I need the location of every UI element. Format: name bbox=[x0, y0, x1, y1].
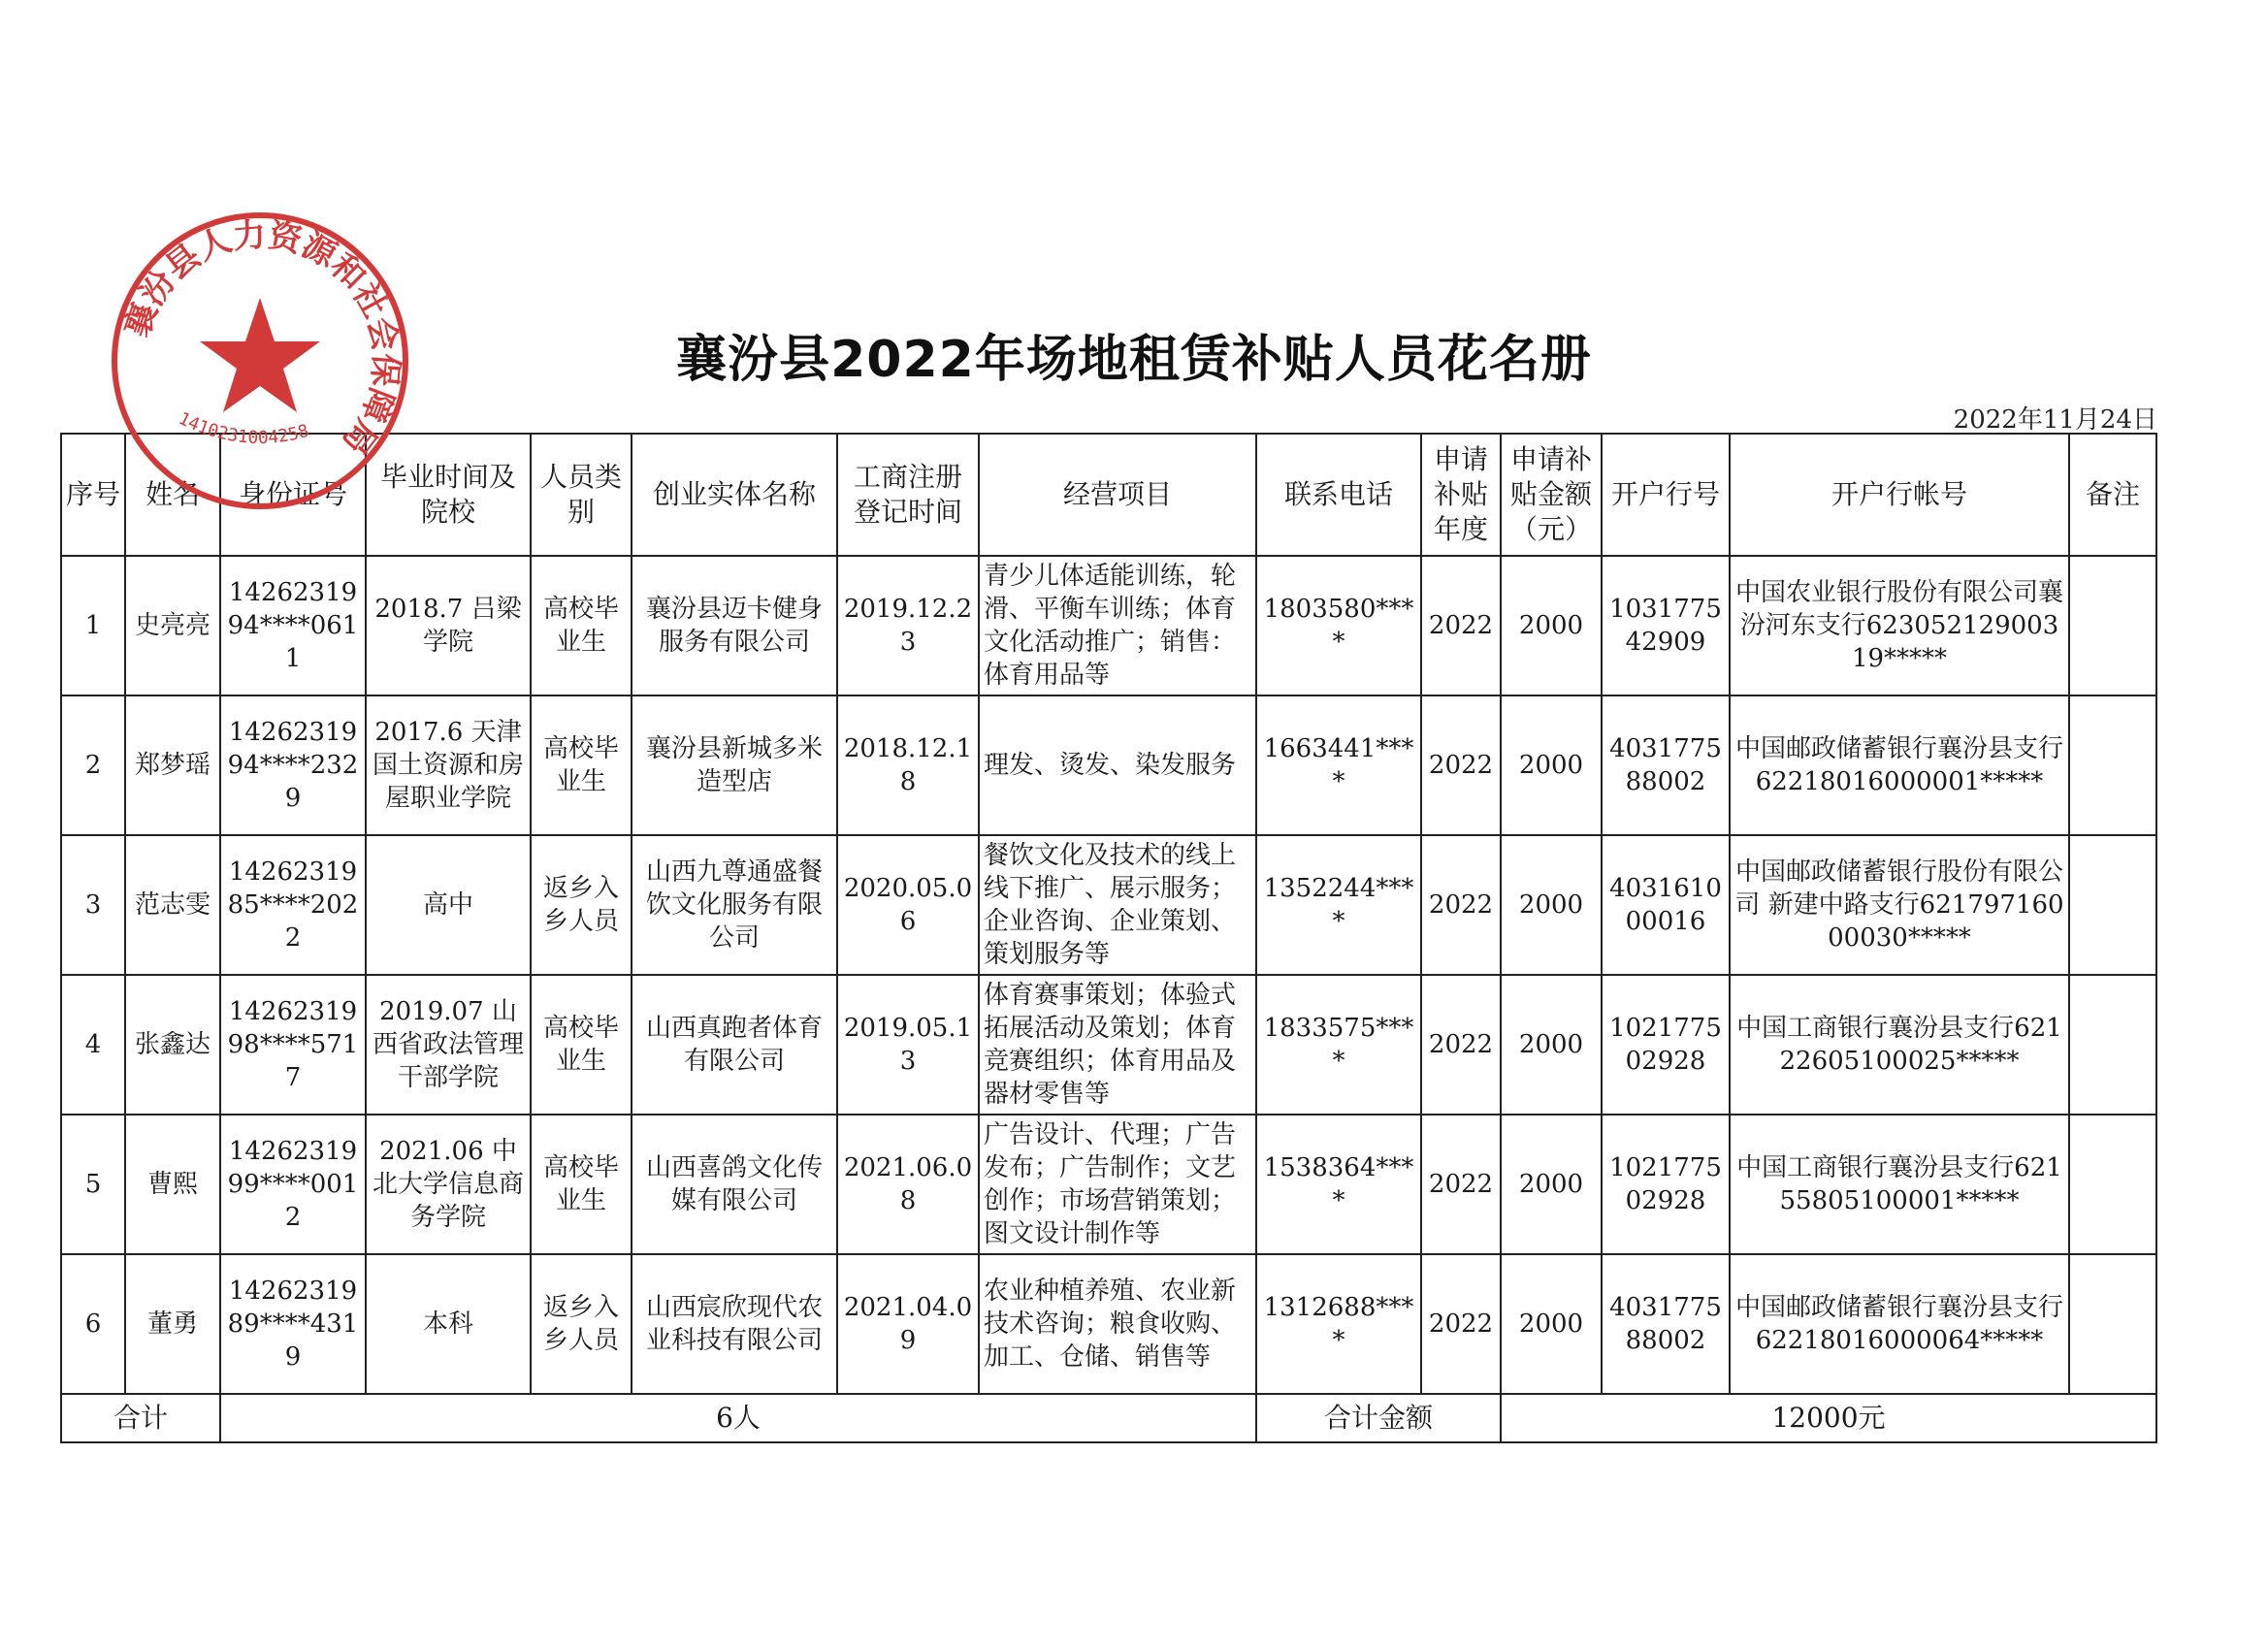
cell-business: 餐饮文化及技术的线上线下推广、展示服务；企业咨询、企业策划、策划服务等 bbox=[979, 835, 1256, 975]
header-row bbox=[61, 434, 2156, 556]
table-row bbox=[61, 556, 2156, 695]
cell-entity: 山西真跑者体育有限公司 bbox=[632, 975, 837, 1115]
cell-reg-date: 2021.04.09 bbox=[837, 1254, 979, 1394]
cell-graduation: 2018.7 吕梁学院 bbox=[366, 556, 531, 695]
table-row bbox=[61, 1115, 2156, 1254]
table-row bbox=[61, 975, 2156, 1115]
cell-business: 理发、烫发、染发服务 bbox=[979, 695, 1256, 835]
cell-bank-code: 103177542909 bbox=[1602, 556, 1730, 695]
cell-bank-account: 中国农业银行股份有限公司襄汾河东支行62305212900319***** bbox=[1730, 556, 2069, 695]
header-remark: 备注 bbox=[2069, 434, 2156, 556]
cell-bank-code: 102177502928 bbox=[1602, 975, 1730, 1115]
cell-seq: 1 bbox=[61, 556, 125, 695]
cell-id-number: 1426231998****5717 bbox=[220, 975, 366, 1115]
cell-category: 高校毕业生 bbox=[531, 695, 632, 835]
cell-amount: 2000 bbox=[1501, 556, 1602, 695]
cell-year: 2022 bbox=[1421, 695, 1501, 835]
cell-phone: 1833575**** bbox=[1256, 975, 1421, 1115]
cell-name: 郑梦瑶 bbox=[125, 695, 220, 835]
cell-id-number: 1426231994****2329 bbox=[220, 695, 366, 835]
cell-remark bbox=[2069, 1115, 2156, 1254]
total-row bbox=[61, 1394, 2156, 1442]
header-name: 姓名 bbox=[125, 434, 220, 556]
cell-seq: 4 bbox=[61, 975, 125, 1115]
total-label: 合计 bbox=[61, 1394, 220, 1442]
cell-bank-code: 102177502928 bbox=[1602, 1115, 1730, 1254]
cell-bank-account: 中国邮政储蓄银行股份有限公司 新建中路支行62179716000030***** bbox=[1730, 835, 2069, 975]
cell-bank-code: 403177588002 bbox=[1602, 1254, 1730, 1394]
cell-amount: 2000 bbox=[1501, 1254, 1602, 1394]
cell-entity: 山西宸欣现代农业科技有限公司 bbox=[632, 1254, 837, 1394]
cell-remark bbox=[2069, 556, 2156, 695]
cell-bank-code: 403161000016 bbox=[1602, 835, 1730, 975]
total-amount-label: 合计金额 bbox=[1256, 1394, 1501, 1442]
cell-category: 返乡入乡人员 bbox=[531, 1254, 632, 1394]
cell-remark bbox=[2069, 835, 2156, 975]
cell-bank-account: 中国工商银行襄汾县支行62155805100001***** bbox=[1730, 1115, 2069, 1254]
cell-year: 2022 bbox=[1421, 1254, 1501, 1394]
table-row bbox=[61, 695, 2156, 835]
cell-remark bbox=[2069, 695, 2156, 835]
cell-id-number: 1426231985****2022 bbox=[220, 835, 366, 975]
header-entity: 创业实体名称 bbox=[632, 434, 837, 556]
cell-bank-account: 中国工商银行襄汾县支行62122605100025***** bbox=[1730, 975, 2069, 1115]
seal-text: 襄汾县人力资源和社会保障局 bbox=[117, 215, 405, 462]
cell-business: 体育赛事策划；体验式拓展活动及策划；体育竞赛组织；体育用品及器材零售等 bbox=[979, 975, 1256, 1115]
header-amount: 申请补贴金额（元） bbox=[1501, 434, 1602, 556]
page-title: 襄汾县2022年场地租赁补贴人员花名册 bbox=[676, 331, 1592, 389]
cell-phone: 1352244**** bbox=[1256, 835, 1421, 975]
cell-id-number: 1426231989****4319 bbox=[220, 1254, 366, 1394]
cell-year: 2022 bbox=[1421, 1115, 1501, 1254]
cell-phone: 1538364**** bbox=[1256, 1115, 1421, 1254]
cell-reg-date: 2019.05.13 bbox=[837, 975, 979, 1115]
cell-amount: 2000 bbox=[1501, 975, 1602, 1115]
cell-business: 农业种植养殖、农业新技术咨询；粮食收购、加工、仓储、销售等 bbox=[979, 1254, 1256, 1394]
header-graduation: 毕业时间及院校 bbox=[366, 434, 531, 556]
cell-seq: 6 bbox=[61, 1254, 125, 1394]
cell-graduation: 高中 bbox=[366, 835, 531, 975]
cell-amount: 2000 bbox=[1501, 695, 1602, 835]
document-date: 2022年11月24日 bbox=[1953, 405, 2157, 435]
cell-year: 2022 bbox=[1421, 835, 1501, 975]
cell-remark bbox=[2069, 975, 2156, 1115]
cell-phone: 1663441**** bbox=[1256, 695, 1421, 835]
cell-name: 史亮亮 bbox=[125, 556, 220, 695]
header-bank-account: 开户行帐号 bbox=[1730, 434, 2069, 556]
cell-category: 高校毕业生 bbox=[531, 975, 632, 1115]
cell-seq: 5 bbox=[61, 1115, 125, 1254]
cell-name: 张鑫达 bbox=[125, 975, 220, 1115]
cell-category: 返乡入乡人员 bbox=[531, 835, 632, 975]
cell-name: 范志雯 bbox=[125, 835, 220, 975]
cell-graduation: 本科 bbox=[366, 1254, 531, 1394]
seal-code: 1410231004258 bbox=[175, 407, 311, 449]
cell-graduation: 2021.06 中北大学信息商务学院 bbox=[366, 1115, 531, 1254]
cell-category: 高校毕业生 bbox=[531, 556, 632, 695]
total-count: 6人 bbox=[220, 1394, 1256, 1442]
cell-name: 董勇 bbox=[125, 1254, 220, 1394]
cell-reg-date: 2019.12.23 bbox=[837, 556, 979, 695]
cell-entity: 山西喜鸽文化传媒有限公司 bbox=[632, 1115, 837, 1254]
cell-entity: 襄汾县迈卡健身服务有限公司 bbox=[632, 556, 837, 695]
cell-name: 曹熙 bbox=[125, 1115, 220, 1254]
cell-year: 2022 bbox=[1421, 556, 1501, 695]
cell-graduation: 2017.6 天津国土资源和房屋职业学院 bbox=[366, 695, 531, 835]
roster-table bbox=[60, 433, 2157, 1443]
header-id-number: 身份证号 bbox=[220, 434, 366, 556]
header-seq: 序号 bbox=[61, 434, 125, 556]
header-business: 经营项目 bbox=[979, 434, 1256, 556]
total-amount: 12000元 bbox=[1501, 1394, 2156, 1442]
cell-business: 广告设计、代理；广告发布；广告制作；文艺创作；市场营销策划；图文设计制作等 bbox=[979, 1115, 1256, 1254]
cell-amount: 2000 bbox=[1501, 1115, 1602, 1254]
cell-id-number: 1426231999****0012 bbox=[220, 1115, 366, 1254]
cell-seq: 3 bbox=[61, 835, 125, 975]
table-row bbox=[61, 835, 2156, 975]
header-category: 人员类别 bbox=[531, 434, 632, 556]
cell-entity: 山西九尊通盛餐饮文化服务有限公司 bbox=[632, 835, 837, 975]
cell-bank-account: 中国邮政储蓄银行襄汾县支行62218016000064***** bbox=[1730, 1254, 2069, 1394]
cell-business: 青少儿体适能训练，轮滑、平衡车训练；体育文化活动推广；销售：体育用品等 bbox=[979, 556, 1256, 695]
cell-remark bbox=[2069, 1254, 2156, 1394]
cell-seq: 2 bbox=[61, 695, 125, 835]
cell-reg-date: 2021.06.08 bbox=[837, 1115, 979, 1254]
header-bank-code: 开户行号 bbox=[1602, 434, 1730, 556]
cell-reg-date: 2020.05.06 bbox=[837, 835, 979, 975]
table-row bbox=[61, 1254, 2156, 1394]
cell-bank-code: 403177588002 bbox=[1602, 695, 1730, 835]
header-year: 申请补贴年度 bbox=[1421, 434, 1501, 556]
cell-entity: 襄汾县新城多米造型店 bbox=[632, 695, 837, 835]
cell-graduation: 2019.07 山西省政法管理干部学院 bbox=[366, 975, 531, 1115]
cell-phone: 1312688**** bbox=[1256, 1254, 1421, 1394]
cell-bank-account: 中国邮政储蓄银行襄汾县支行62218016000001***** bbox=[1730, 695, 2069, 835]
cell-phone: 1803580**** bbox=[1256, 556, 1421, 695]
header-phone: 联系电话 bbox=[1256, 434, 1421, 556]
cell-amount: 2000 bbox=[1501, 835, 1602, 975]
cell-id-number: 1426231994****0611 bbox=[220, 556, 366, 695]
header-reg-date: 工商注册登记时间 bbox=[837, 434, 979, 556]
cell-year: 2022 bbox=[1421, 975, 1501, 1115]
cell-reg-date: 2018.12.18 bbox=[837, 695, 979, 835]
cell-category: 高校毕业生 bbox=[531, 1115, 632, 1254]
